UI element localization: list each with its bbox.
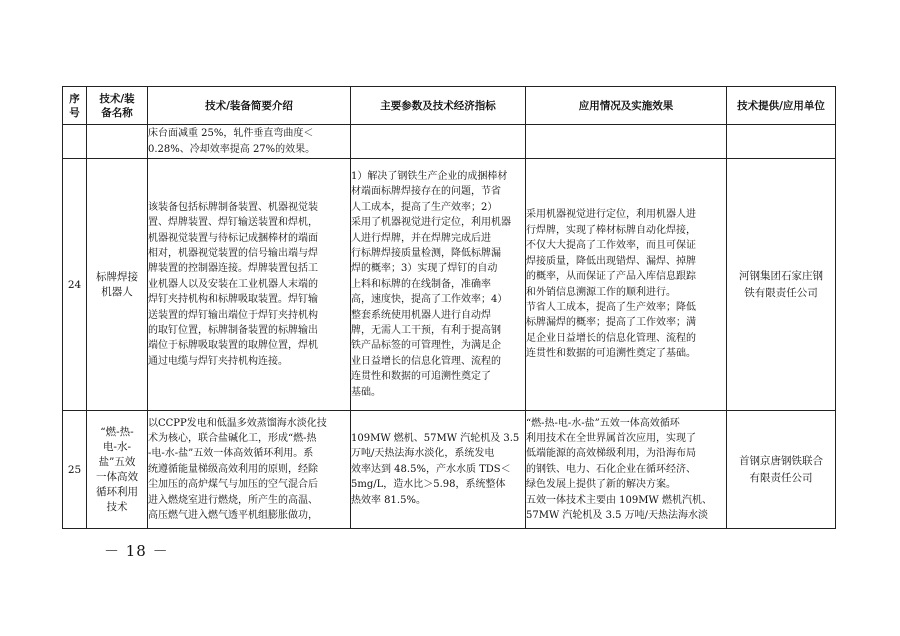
tech-intro: 该装备包括标牌制备装置、机器视觉装 置、焊牌装置、焊钉输送装置和焊机， 机器视觉装置与待标记成捆棒材的端面 相对，机器视觉装置的信号输出端与焊 牌装置的控制器连接。焊牌装置包括工 业机器人以及安装在工业机器人末端的 焊钉夹持机构和标牌吸取装置。焊钉输 送装置的焊钉输出端位于焊钉夹持机构 的取钉位置，标牌制备装置的标牌输出 端位于标牌吸取装置的取牌位置，焊机 通过电缆与焊钉夹持机构连接。: [148, 159, 351, 411]
table-row: [63, 159, 836, 411]
tech-params: 1）解决了钢铁生产企业的成捆棒材 材端面标牌焊接存在的问题，节省 人工成本，提高了生产效率；2） 采用了机器视觉进行定位，利用机器 人进行焊牌，并在焊牌完成后进 行标牌焊接质量检测，降低标牌漏 焊的概率；3）实现了焊钉的自动 上料和标牌的在线制备，准确率 高，速度快，提高了工作效率；4） 整套系统使用机器人进行自动焊 牌，无需人工干预，有利于提高钢 铁产品标签的可管理性，为满足企 业日益增长的信息化管理、流程的 连贯性和数据的可追溯性奠定了 基础。: [351, 159, 526, 411]
page-number: － 18 －: [104, 542, 169, 560]
header-no: 序 号: [63, 87, 87, 125]
tech-unit: 河钢集团石家庄钢 铁有限责任公司: [727, 159, 836, 411]
header-params: 主要参数及技术经济指标: [351, 87, 526, 125]
tech-name: 标牌焊接 机器人: [87, 159, 148, 411]
tech-params: 109MW 燃机、57MW 汽轮机及 3.5 万吨/天热法海水淡化，系统发电 效率达到 48.5%，产水水质 TDS＜ 5mg/L，造水比＞5.98，系统整体 热效率 81.5%。: [351, 411, 526, 529]
continuation-row: [63, 125, 836, 159]
tech-unit: 首钢京唐钢铁联合 有限责任公司: [727, 411, 836, 529]
header-intro: 技术/装备简要介绍: [148, 87, 351, 125]
header-name: 技术/装 备名称: [87, 87, 148, 125]
row-number: 24: [63, 159, 87, 411]
row-number: 25: [63, 411, 87, 529]
tech-name: “燃-热- 电-水- 盐”五效 一体高效 循环利用 技术: [87, 411, 148, 529]
tech-effect: 采用机器视觉进行定位，利用机器人进 行焊牌，实现了棒材标牌自动化焊接， 不仅大大提高了工作效率，而且可保证 焊接质量，降低出现错焊、漏焊、掉牌 的概率，从而保证了产品入库信息跟踪 和外销信息溯源工作的顺利进行。 节省人工成本，提高了生产效率；降低 标牌漏焊的概率；提高了工作效率；满 足企业日益增长的信息化管理、流程的 连贯性和数据的可追溯性奠定了基础。: [526, 159, 727, 411]
tech-effect: “燃-热-电-水-盐”五效一体高效循环 利用技术在全世界属首次应用，实现了 低端能源的高效梯级利用，为沿海布局 的钢铁、电力、石化企业在循环经济、 绿色发展上提供了新的解决方案。 五效一体技术主要由 109MW 燃机汽机、 57MW 汽轮机及 3.5 万吨/天热法海水淡: [526, 411, 727, 529]
technology-table: [62, 86, 836, 529]
continuation-intro: 床台面减重 25%，轧件垂直弯曲度＜ 0.28%、冷却效率提高 27%的效果。: [148, 125, 351, 159]
tech-intro: 以CCPP发电和低温多效蒸馏海水淡化技 术为核心，联合盐碱化工，形成“燃-热 -电-水-盐”五效一体高效循环利用。系 统遵循能量梯级高效利用的原则，经除 尘加压的高炉煤气与加压的空气混合后 进入燃烧室进行燃烧，所产生的高温、 高压燃气进入燃气透平机组膨胀做功，: [148, 411, 351, 529]
header-row: [63, 87, 836, 125]
header-effect: 应用情况及实施效果: [526, 87, 727, 125]
header-unit: 技术提供/应用单位: [727, 87, 836, 125]
table-row: [63, 411, 836, 529]
